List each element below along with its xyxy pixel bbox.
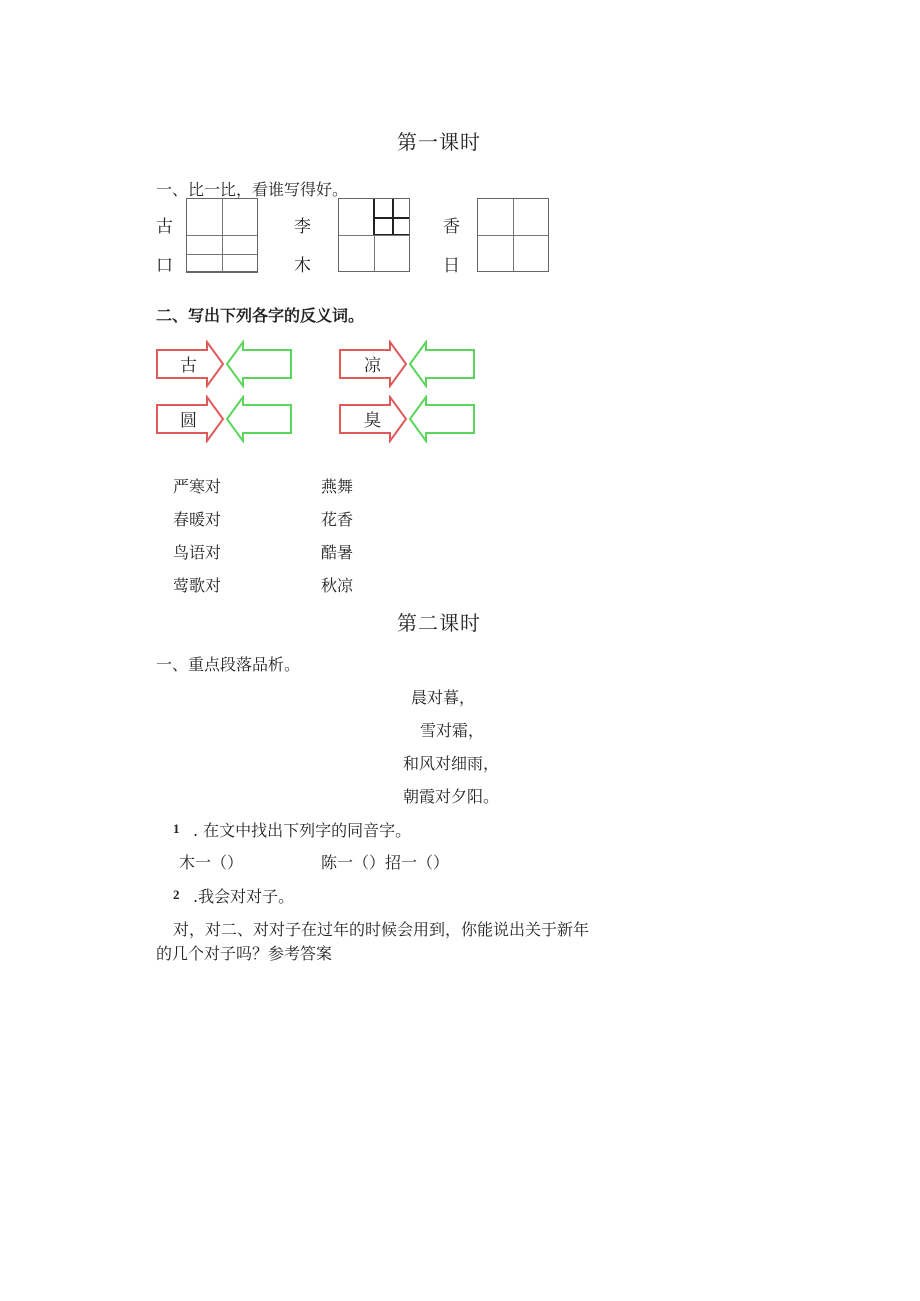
arrow-char: 圆 <box>180 411 197 431</box>
writing-subgrid <box>373 199 409 236</box>
writing-grid-lower <box>186 235 258 273</box>
paragraph-line: 的几个对子吗？参考答案 <box>156 944 333 963</box>
lesson1-title: 第一课时 <box>397 130 481 154</box>
arrow-char: 臭 <box>364 411 381 431</box>
match-left-item: 鸟语对 <box>173 543 222 562</box>
match-left-item: 莺歌对 <box>173 576 222 595</box>
arrow-char: 古 <box>180 356 197 376</box>
practice-char: 口 <box>156 256 173 276</box>
arrow-char: 凉 <box>364 356 381 376</box>
match-right-item: 秋凉 <box>321 576 354 595</box>
lesson2-section1-heading: 一、重点段落品析。 <box>156 655 301 674</box>
match-right-item: 花香 <box>321 510 354 529</box>
homophone-item[interactable]: 陈一（）招一（） <box>321 853 450 872</box>
question-number: 1 <box>173 821 180 836</box>
practice-char: 日 <box>443 256 460 276</box>
practice-char: 古 <box>156 217 173 237</box>
match-left-item: 春暖对 <box>173 510 222 529</box>
left-arrow-icon <box>227 397 291 441</box>
antonym-arrow-pair <box>338 395 478 443</box>
section2-heading: 二、写出下列各字的反义词。 <box>156 306 365 325</box>
left-arrow-icon <box>410 397 474 441</box>
match-left-item: 严寒对 <box>173 477 222 496</box>
antonym-arrow-pair <box>155 340 295 388</box>
poem-line: 朝霞对夕阳。 <box>403 787 500 806</box>
left-arrow-icon <box>410 342 474 386</box>
match-right-item: 燕舞 <box>321 477 354 496</box>
poem-line: 雪对霜， <box>420 721 485 740</box>
writing-grid[interactable] <box>338 198 410 272</box>
paragraph-line: 对，对二、对对子在过年的时候会用到，你能说出关于新年 <box>173 920 590 939</box>
antonym-arrow-pair <box>155 395 295 443</box>
practice-char: 李 <box>294 217 311 237</box>
question-text: . 在文中找出下列字的同音字。 <box>193 821 412 840</box>
lesson2-title: 第二课时 <box>397 611 481 635</box>
writing-grid[interactable] <box>477 198 549 272</box>
homophone-item[interactable]: 木一（） <box>179 853 244 872</box>
question-text: .我会对对子。 <box>193 887 295 906</box>
practice-char: 木 <box>294 256 311 276</box>
left-arrow-icon <box>227 342 291 386</box>
poem-line: 晨对暮， <box>411 688 476 707</box>
practice-char: 香 <box>443 217 460 237</box>
match-right-item: 酷暑 <box>321 543 354 562</box>
antonym-arrow-pair <box>338 340 478 388</box>
section1-heading: 一、比一比，看谁写得好。 <box>156 180 349 199</box>
poem-line: 和风对细雨， <box>403 754 500 773</box>
question-number: 2 <box>173 887 180 902</box>
